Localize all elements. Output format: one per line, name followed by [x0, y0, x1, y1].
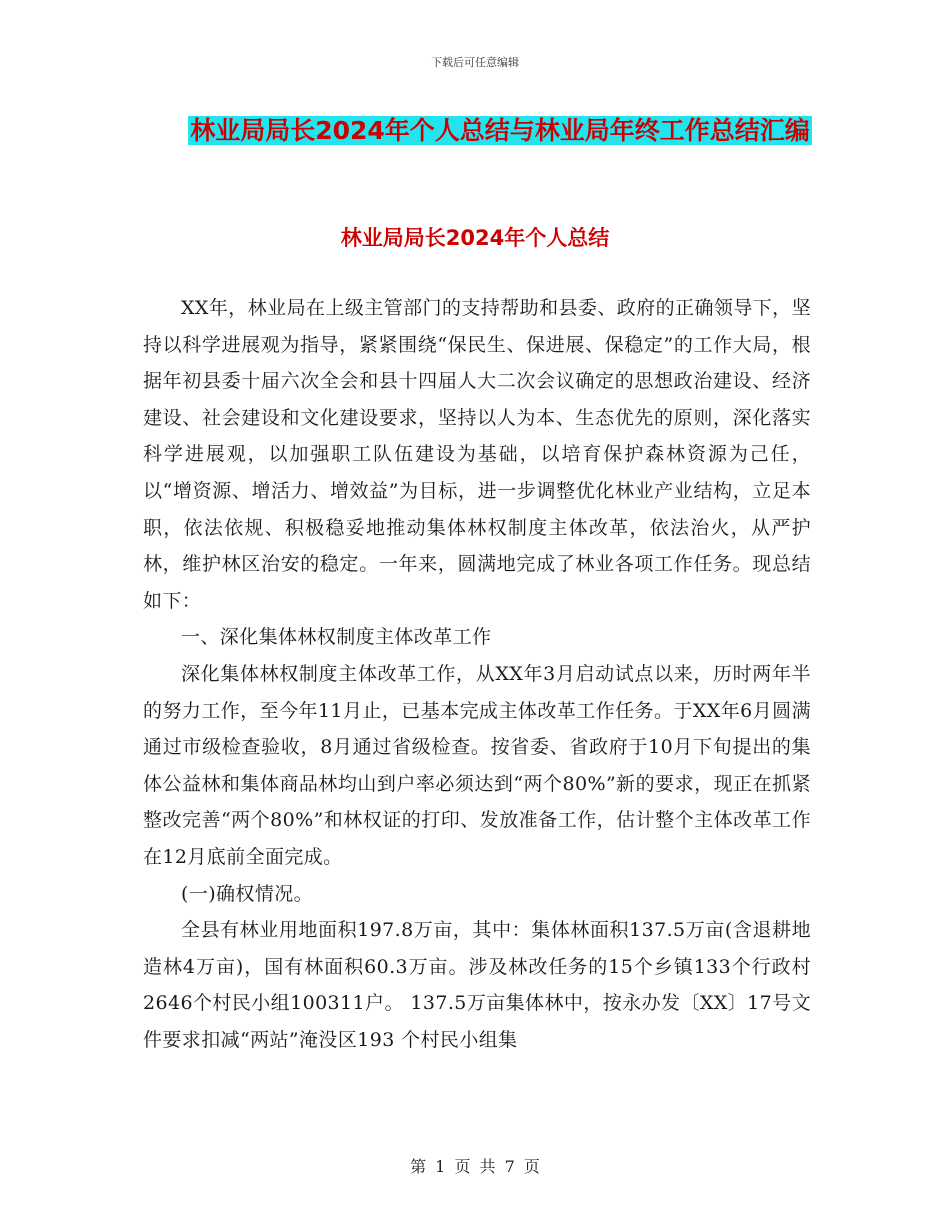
section-title: 林业局局长2024年个人总结: [340, 226, 610, 250]
paragraph-heading-1-1: (一)确权情况。: [181, 882, 314, 905]
paragraph-reform: 深化集体林权制度主体改革工作，从XX年3月启动试点以来，历时两年半的努力工作，至今年11月止，已基本完成主体改革工作任务。于XX年6月圆满通过市级检查验收，8月通过省级检查。按省委、省政府于10月下旬提出的集体公益林和集体商品林均山到户率必须达到“两个80%”新的要求，现正在抓紧整改完善“两个80%”和林权证的打印、发放准备工作，估计整个主体改革工作在12月底前全面完成。: [143, 662, 811, 868]
paragraph-area: 全县有林业用地面积197.8万亩，其中：集体林面积137.5万亩(含退耕地造林4万亩)，国有林面积60.3万亩。涉及林改任务的15个乡镇133个行政村2646个村民小组100311户。 137.5万亩集体林中，按永办发〔XX〕17号文件要求扣减“两站”淹没区193 个村民小组集: [143, 919, 811, 1051]
page-footer: 第 1 页 共 7 页: [410, 1157, 540, 1176]
document-title: [185, 110, 815, 152]
paragraph-heading-1: 一、深化集体林权制度主体改革工作: [181, 626, 492, 649]
paragraph-intro: XX年，林业局在上级主管部门的支持帮助和县委、政府的正确领导下，坚持以科学进展观为指导，紧紧围绕“保民生、保进展、保稳定”的工作大局，根据年初县委十届六次全会和县十四届人大二次会议确定的思想政治建设、经济建设、社会建设和文化建设要求，坚持以人为本、生态优先的原则，深化落实科学进展观，以加强职工队伍建设为基础，以培育保护森林资源为己任，以“增资源、增活力、增效益”为目标，进一步调整优化林业产业结构，立足本职，依法依规、积极稳妥地推动集体林权制度主体改革，依法治火，从严护林，维护林区治安的稳定。一年来，圆满地完成了林业各项工作任务。现总结如下：: [143, 297, 811, 612]
document-title-text: 林业局局长2024年个人总结与林业局年终工作总结汇编: [190, 116, 810, 145]
body-text: [143, 290, 811, 1058]
header-note: 下载后可任意编辑: [431, 56, 519, 69]
